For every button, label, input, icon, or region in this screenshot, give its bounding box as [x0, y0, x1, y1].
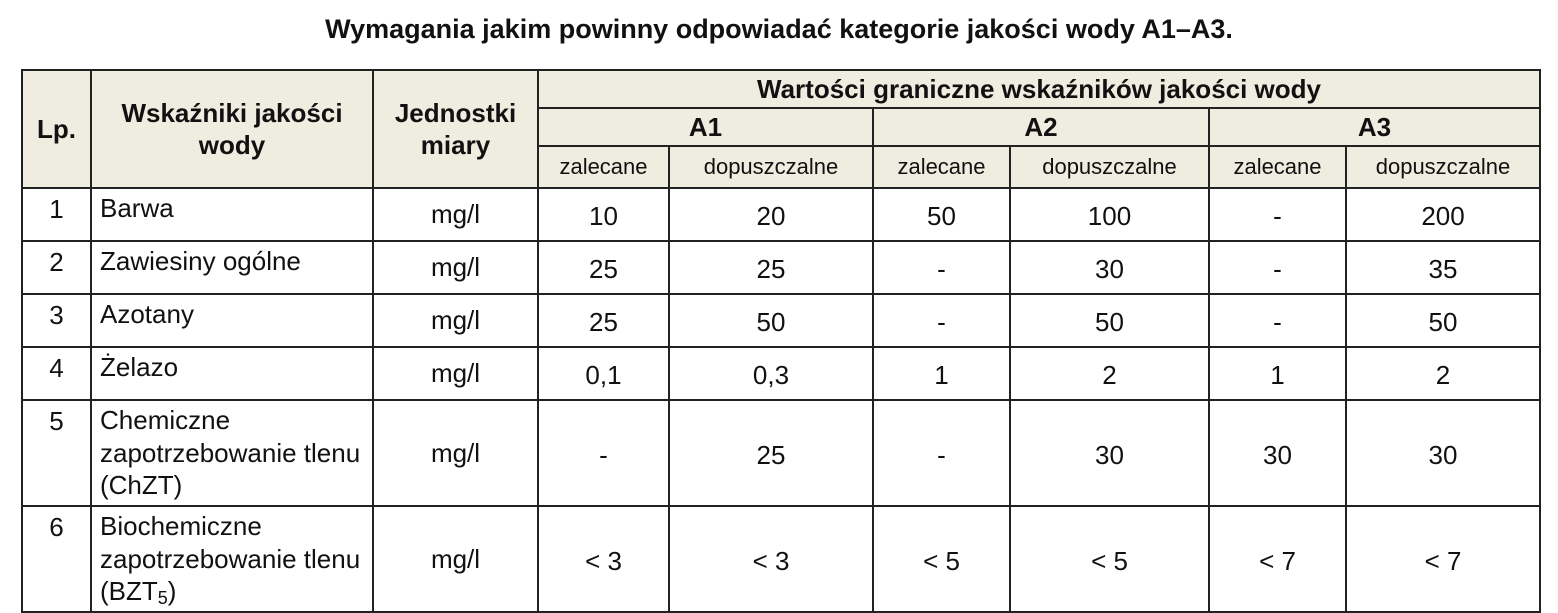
header-a2-permissible: dopuszczalne — [1010, 146, 1209, 188]
header-category-a1: A1 — [538, 108, 873, 146]
value-cell: < 5 — [1010, 506, 1209, 612]
value-cell: 25 — [669, 241, 873, 294]
water-quality-table — [21, 69, 1541, 613]
value-cell: < 3 — [538, 506, 669, 612]
header-limits: Wartości graniczne wskaźników jakości wody — [538, 70, 1540, 108]
row-number: 3 — [22, 294, 91, 347]
value-cell: 2 — [1346, 347, 1540, 400]
indicator-name-text: Biochemiczne zapotrzebowanie tlenu (BZT — [100, 511, 361, 606]
unit-cell: mg/l — [373, 506, 538, 612]
unit-cell: mg/l — [373, 294, 538, 347]
value-cell: 100 — [1010, 188, 1209, 241]
header-unit: Jednostki miary — [373, 70, 538, 188]
indicator-name-subscript: 5 — [157, 588, 168, 608]
value-cell: 1 — [873, 347, 1010, 400]
table-row — [22, 506, 1540, 612]
value-cell: 20 — [669, 188, 873, 241]
header-a3-permissible: dopuszczalne — [1346, 146, 1540, 188]
header-category-a3: A3 — [1209, 108, 1540, 146]
value-cell: - — [873, 241, 1010, 294]
value-cell: 50 — [1346, 294, 1540, 347]
table-row — [22, 294, 1540, 347]
value-cell: < 7 — [1209, 506, 1346, 612]
value-cell: 35 — [1346, 241, 1540, 294]
indicator-name: Chemiczne zapotrzebowanie tlenu (ChZT) — [91, 400, 373, 506]
indicator-name: Azotany — [91, 294, 373, 347]
table-row — [22, 400, 1540, 506]
value-cell: 0,1 — [538, 347, 669, 400]
unit-cell: mg/l — [373, 188, 538, 241]
value-cell: < 5 — [873, 506, 1010, 612]
row-number: 2 — [22, 241, 91, 294]
value-cell: 30 — [1010, 241, 1209, 294]
value-cell: 200 — [1346, 188, 1540, 241]
value-cell: - — [873, 400, 1010, 506]
indicator-name: Żelazo — [91, 347, 373, 400]
header-a2-recommended: zalecane — [873, 146, 1010, 188]
row-number: 6 — [22, 506, 91, 612]
table-row — [22, 347, 1540, 400]
indicator-name — [91, 506, 373, 612]
row-number: 1 — [22, 188, 91, 241]
value-cell: 50 — [1010, 294, 1209, 347]
indicator-name: Barwa — [91, 188, 373, 241]
value-cell: - — [873, 294, 1010, 347]
header-category-a2: A2 — [873, 108, 1209, 146]
unit-cell: mg/l — [373, 400, 538, 506]
table-title: Wymagania jakim powinny odpowiadać kategorie jakości wody A1–A3. — [325, 14, 1233, 44]
value-cell: 50 — [873, 188, 1010, 241]
value-cell: 25 — [538, 294, 669, 347]
header-a1-recommended: zalecane — [538, 146, 669, 188]
header-indicator: Wskaźniki jakości wody — [91, 70, 373, 188]
row-number: 4 — [22, 347, 91, 400]
value-cell: 1 — [1209, 347, 1346, 400]
value-cell: 0,3 — [669, 347, 873, 400]
table-row — [22, 241, 1540, 294]
value-cell: < 7 — [1346, 506, 1540, 612]
value-cell: 2 — [1010, 347, 1209, 400]
header-lp: Lp. — [22, 70, 91, 188]
value-cell: - — [1209, 294, 1346, 347]
header-a1-permissible: dopuszczalne — [669, 146, 873, 188]
value-cell: - — [538, 400, 669, 506]
unit-cell: mg/l — [373, 347, 538, 400]
value-cell: - — [1209, 241, 1346, 294]
value-cell: - — [1209, 188, 1346, 241]
value-cell: 30 — [1346, 400, 1540, 506]
value-cell: < 3 — [669, 506, 873, 612]
value-cell: 25 — [538, 241, 669, 294]
value-cell: 30 — [1010, 400, 1209, 506]
unit-cell: mg/l — [373, 241, 538, 294]
value-cell: 25 — [669, 400, 873, 506]
header-a3-recommended: zalecane — [1209, 146, 1346, 188]
row-number: 5 — [22, 400, 91, 506]
indicator-name: Zawiesiny ogólne — [91, 241, 373, 294]
value-cell: 10 — [538, 188, 669, 241]
indicator-name-suffix: ) — [167, 576, 177, 606]
value-cell: 50 — [669, 294, 873, 347]
value-cell: 30 — [1209, 400, 1346, 506]
table-row — [22, 188, 1540, 241]
